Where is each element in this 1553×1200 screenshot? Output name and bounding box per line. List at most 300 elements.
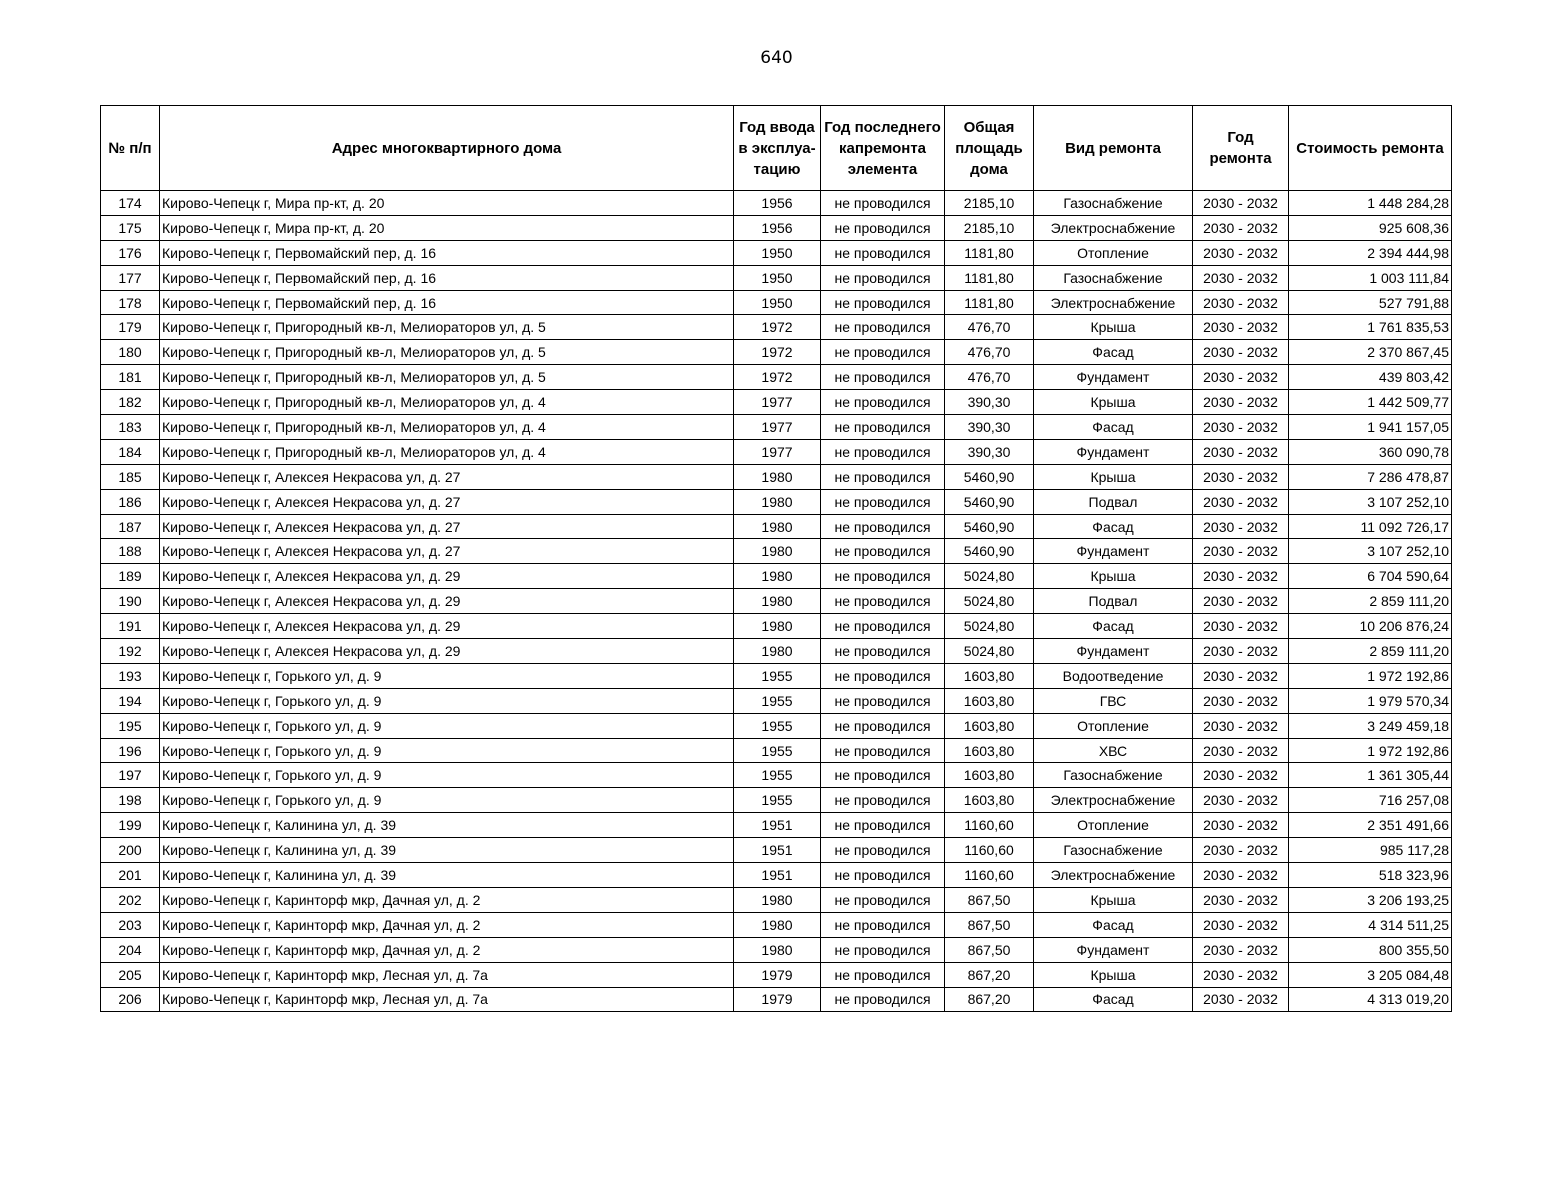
- cell-address: Кирово-Чепецк г, Алексея Некрасова ул, д. 27: [160, 489, 734, 514]
- cell-repair-period: 2030 - 2032: [1193, 539, 1289, 564]
- cell-year-built: 1972: [734, 315, 821, 340]
- cell-cost: 1 972 192,86: [1289, 663, 1452, 688]
- cell-last-repair: не проводился: [821, 887, 945, 912]
- cell-year-built: 1950: [734, 240, 821, 265]
- cell-address: Кирово-Чепецк г, Алексея Некрасова ул, д. 27: [160, 464, 734, 489]
- cell-address: Кирово-Чепецк г, Пригородный кв-л, Мелиораторов ул, д. 4: [160, 390, 734, 415]
- table-row: [101, 763, 1452, 788]
- cell-address: Кирово-Чепецк г, Пригородный кв-л, Мелиораторов ул, д. 4: [160, 439, 734, 464]
- cell-repair-period: 2030 - 2032: [1193, 937, 1289, 962]
- table-row: [101, 863, 1452, 888]
- cell-area: 476,70: [945, 340, 1034, 365]
- cell-area: 1603,80: [945, 788, 1034, 813]
- cell-num: 180: [101, 340, 160, 365]
- cell-area: 1603,80: [945, 738, 1034, 763]
- cell-cost: 1 448 284,28: [1289, 191, 1452, 216]
- cell-cost: 4 314 511,25: [1289, 912, 1452, 937]
- cell-last-repair: не проводился: [821, 663, 945, 688]
- cell-cost: 518 323,96: [1289, 863, 1452, 888]
- cell-repair-kind: Фасад: [1034, 514, 1193, 539]
- cell-year-built: 1977: [734, 439, 821, 464]
- cell-year-built: 1955: [734, 663, 821, 688]
- cell-year-built: 1977: [734, 415, 821, 440]
- cell-repair-kind: Газоснабжение: [1034, 838, 1193, 863]
- cell-num: 188: [101, 539, 160, 564]
- table-row: [101, 415, 1452, 440]
- cell-year-built: 1980: [734, 539, 821, 564]
- cell-area: 1181,80: [945, 290, 1034, 315]
- cell-num: 176: [101, 240, 160, 265]
- cell-repair-kind: Подвал: [1034, 489, 1193, 514]
- header-address: Адрес многоквартирного дома: [160, 106, 734, 191]
- table-header: [101, 106, 1452, 191]
- cell-repair-period: 2030 - 2032: [1193, 838, 1289, 863]
- cell-last-repair: не проводился: [821, 589, 945, 614]
- cell-repair-kind: Фасад: [1034, 415, 1193, 440]
- cell-year-built: 1980: [734, 614, 821, 639]
- cell-area: 5024,80: [945, 639, 1034, 664]
- table-row: [101, 688, 1452, 713]
- table-row: [101, 589, 1452, 614]
- table-row: [101, 365, 1452, 390]
- cell-repair-period: 2030 - 2032: [1193, 713, 1289, 738]
- cell-year-built: 1979: [734, 962, 821, 987]
- cell-num: 195: [101, 713, 160, 738]
- header-cost: Стоимость ремонта: [1289, 106, 1452, 191]
- cell-year-built: 1972: [734, 365, 821, 390]
- cell-last-repair: не проводился: [821, 639, 945, 664]
- cell-repair-kind: Крыша: [1034, 390, 1193, 415]
- cell-num: 205: [101, 962, 160, 987]
- cell-num: 193: [101, 663, 160, 688]
- cell-cost: 1 941 157,05: [1289, 415, 1452, 440]
- cell-last-repair: не проводился: [821, 863, 945, 888]
- cell-year-built: 1977: [734, 390, 821, 415]
- table-row: [101, 290, 1452, 315]
- cell-year-built: 1950: [734, 265, 821, 290]
- cell-repair-period: 2030 - 2032: [1193, 813, 1289, 838]
- cell-cost: 2 859 111,20: [1289, 589, 1452, 614]
- cell-repair-kind: Крыша: [1034, 315, 1193, 340]
- cell-address: Кирово-Чепецк г, Горького ул, д. 9: [160, 688, 734, 713]
- header-year-built: Год ввода в эксплуа-тацию: [734, 106, 821, 191]
- cell-address: Кирово-Чепецк г, Алексея Некрасова ул, д. 29: [160, 589, 734, 614]
- table-row: [101, 215, 1452, 240]
- cell-cost: 3 107 252,10: [1289, 539, 1452, 564]
- cell-num: 186: [101, 489, 160, 514]
- cell-num: 202: [101, 887, 160, 912]
- cell-cost: 1 972 192,86: [1289, 738, 1452, 763]
- cell-area: 5024,80: [945, 589, 1034, 614]
- cell-last-repair: не проводился: [821, 191, 945, 216]
- cell-last-repair: не проводился: [821, 912, 945, 937]
- cell-cost: 6 704 590,64: [1289, 564, 1452, 589]
- cell-repair-period: 2030 - 2032: [1193, 415, 1289, 440]
- cell-num: 174: [101, 191, 160, 216]
- table-row: [101, 788, 1452, 813]
- cell-num: 201: [101, 863, 160, 888]
- cell-year-built: 1955: [734, 713, 821, 738]
- cell-area: 867,20: [945, 987, 1034, 1012]
- cell-last-repair: не проводился: [821, 788, 945, 813]
- cell-address: Кирово-Чепецк г, Горького ул, д. 9: [160, 713, 734, 738]
- cell-address: Кирово-Чепецк г, Алексея Некрасова ул, д. 29: [160, 639, 734, 664]
- cell-last-repair: не проводился: [821, 464, 945, 489]
- cell-num: 206: [101, 987, 160, 1012]
- cell-last-repair: не проводился: [821, 763, 945, 788]
- cell-cost: 1 442 509,77: [1289, 390, 1452, 415]
- cell-repair-period: 2030 - 2032: [1193, 763, 1289, 788]
- cell-cost: 3 205 084,48: [1289, 962, 1452, 987]
- cell-area: 867,50: [945, 937, 1034, 962]
- table-row: [101, 738, 1452, 763]
- cell-num: 178: [101, 290, 160, 315]
- cell-cost: 2 370 867,45: [1289, 340, 1452, 365]
- cell-repair-kind: Крыша: [1034, 564, 1193, 589]
- cell-num: 185: [101, 464, 160, 489]
- repair-schedule-table: [100, 105, 1452, 1012]
- cell-num: 197: [101, 763, 160, 788]
- cell-address: Кирово-Чепецк г, Калинина ул, д. 39: [160, 863, 734, 888]
- cell-year-built: 1979: [734, 987, 821, 1012]
- cell-cost: 2 394 444,98: [1289, 240, 1452, 265]
- cell-year-built: 1951: [734, 863, 821, 888]
- table-row: [101, 987, 1452, 1012]
- cell-repair-kind: Газоснабжение: [1034, 265, 1193, 290]
- cell-year-built: 1980: [734, 564, 821, 589]
- cell-num: 177: [101, 265, 160, 290]
- cell-repair-period: 2030 - 2032: [1193, 589, 1289, 614]
- cell-last-repair: не проводился: [821, 265, 945, 290]
- cell-year-built: 1980: [734, 514, 821, 539]
- cell-area: 5024,80: [945, 564, 1034, 589]
- cell-address: Кирово-Чепецк г, Алексея Некрасова ул, д. 27: [160, 539, 734, 564]
- cell-repair-kind: Отопление: [1034, 813, 1193, 838]
- table-row: [101, 813, 1452, 838]
- cell-address: Кирово-Чепецк г, Мира пр-кт, д. 20: [160, 215, 734, 240]
- cell-area: 5460,90: [945, 539, 1034, 564]
- table-row: [101, 564, 1452, 589]
- header-row: [101, 106, 1452, 191]
- cell-cost: 1 979 570,34: [1289, 688, 1452, 713]
- cell-year-built: 1980: [734, 912, 821, 937]
- cell-address: Кирово-Чепецк г, Мира пр-кт, д. 20: [160, 191, 734, 216]
- cell-year-built: 1955: [734, 788, 821, 813]
- header-repair-period: Год ремонта: [1193, 106, 1289, 191]
- cell-repair-kind: Фундамент: [1034, 539, 1193, 564]
- cell-repair-kind: Фундамент: [1034, 639, 1193, 664]
- cell-repair-period: 2030 - 2032: [1193, 191, 1289, 216]
- cell-address: Кирово-Чепецк г, Алексея Некрасова ул, д. 27: [160, 514, 734, 539]
- cell-repair-period: 2030 - 2032: [1193, 788, 1289, 813]
- cell-repair-period: 2030 - 2032: [1193, 564, 1289, 589]
- cell-repair-kind: Фасад: [1034, 912, 1193, 937]
- cell-repair-kind: Фасад: [1034, 987, 1193, 1012]
- page-number: 640: [760, 48, 793, 68]
- cell-area: 390,30: [945, 415, 1034, 440]
- cell-area: 1181,80: [945, 265, 1034, 290]
- cell-area: 1603,80: [945, 713, 1034, 738]
- cell-num: 189: [101, 564, 160, 589]
- cell-year-built: 1951: [734, 813, 821, 838]
- cell-num: 199: [101, 813, 160, 838]
- cell-address: Кирово-Чепецк г, Пригородный кв-л, Мелиораторов ул, д. 5: [160, 365, 734, 390]
- cell-area: 390,30: [945, 439, 1034, 464]
- cell-repair-kind: Электроснабжение: [1034, 215, 1193, 240]
- table-row: [101, 439, 1452, 464]
- cell-cost: 3 107 252,10: [1289, 489, 1452, 514]
- cell-repair-period: 2030 - 2032: [1193, 688, 1289, 713]
- cell-cost: 2 859 111,20: [1289, 639, 1452, 664]
- cell-repair-period: 2030 - 2032: [1193, 365, 1289, 390]
- cell-repair-period: 2030 - 2032: [1193, 290, 1289, 315]
- cell-num: 194: [101, 688, 160, 713]
- table-row: [101, 539, 1452, 564]
- cell-address: Кирово-Чепецк г, Первомайский пер, д. 16: [160, 290, 734, 315]
- cell-address: Кирово-Чепецк г, Первомайский пер, д. 16: [160, 240, 734, 265]
- cell-repair-kind: Водоотведение: [1034, 663, 1193, 688]
- cell-cost: 11 092 726,17: [1289, 514, 1452, 539]
- cell-num: 183: [101, 415, 160, 440]
- table-row: [101, 340, 1452, 365]
- cell-repair-kind: Газоснабжение: [1034, 191, 1193, 216]
- cell-year-built: 1980: [734, 464, 821, 489]
- cell-cost: 360 090,78: [1289, 439, 1452, 464]
- cell-num: 196: [101, 738, 160, 763]
- cell-last-repair: не проводился: [821, 688, 945, 713]
- cell-repair-period: 2030 - 2032: [1193, 912, 1289, 937]
- cell-repair-kind: ГВС: [1034, 688, 1193, 713]
- cell-cost: 925 608,36: [1289, 215, 1452, 240]
- cell-year-built: 1980: [734, 887, 821, 912]
- cell-last-repair: не проводился: [821, 539, 945, 564]
- cell-last-repair: не проводился: [821, 838, 945, 863]
- cell-address: Кирово-Чепецк г, Алексея Некрасова ул, д. 29: [160, 614, 734, 639]
- cell-address: Кирово-Чепецк г, Пригородный кв-л, Мелиораторов ул, д. 5: [160, 315, 734, 340]
- cell-num: 190: [101, 589, 160, 614]
- cell-year-built: 1956: [734, 215, 821, 240]
- table-row: [101, 962, 1452, 987]
- cell-last-repair: не проводился: [821, 614, 945, 639]
- cell-area: 867,20: [945, 962, 1034, 987]
- cell-year-built: 1972: [734, 340, 821, 365]
- cell-year-built: 1980: [734, 489, 821, 514]
- cell-year-built: 1950: [734, 290, 821, 315]
- cell-area: 1160,60: [945, 863, 1034, 888]
- cell-last-repair: не проводился: [821, 215, 945, 240]
- header-num: № п/п: [101, 106, 160, 191]
- cell-area: 5460,90: [945, 514, 1034, 539]
- cell-repair-kind: Крыша: [1034, 464, 1193, 489]
- cell-cost: 10 206 876,24: [1289, 614, 1452, 639]
- cell-num: 191: [101, 614, 160, 639]
- header-last-repair: Год последнего капремонта элемента: [821, 106, 945, 191]
- cell-last-repair: не проводился: [821, 290, 945, 315]
- cell-area: 1160,60: [945, 838, 1034, 863]
- cell-last-repair: не проводился: [821, 439, 945, 464]
- cell-repair-period: 2030 - 2032: [1193, 738, 1289, 763]
- cell-repair-period: 2030 - 2032: [1193, 215, 1289, 240]
- cell-address: Кирово-Чепецк г, Каринторф мкр, Дачная ул, д. 2: [160, 912, 734, 937]
- cell-repair-kind: Фундамент: [1034, 439, 1193, 464]
- cell-repair-period: 2030 - 2032: [1193, 987, 1289, 1012]
- cell-repair-kind: Электроснабжение: [1034, 290, 1193, 315]
- cell-num: 198: [101, 788, 160, 813]
- cell-repair-period: 2030 - 2032: [1193, 863, 1289, 888]
- cell-area: 1603,80: [945, 663, 1034, 688]
- cell-area: 1181,80: [945, 240, 1034, 265]
- cell-repair-kind: Фундамент: [1034, 365, 1193, 390]
- cell-last-repair: не проводился: [821, 514, 945, 539]
- cell-repair-kind: Фасад: [1034, 614, 1193, 639]
- cell-address: Кирово-Чепецк г, Каринторф мкр, Дачная ул, д. 2: [160, 937, 734, 962]
- cell-cost: 1 361 305,44: [1289, 763, 1452, 788]
- cell-repair-period: 2030 - 2032: [1193, 240, 1289, 265]
- cell-repair-kind: ХВС: [1034, 738, 1193, 763]
- cell-repair-period: 2030 - 2032: [1193, 390, 1289, 415]
- cell-num: 179: [101, 315, 160, 340]
- cell-area: 5460,90: [945, 489, 1034, 514]
- cell-last-repair: не проводился: [821, 240, 945, 265]
- cell-address: Кирово-Чепецк г, Горького ул, д. 9: [160, 663, 734, 688]
- cell-area: 5024,80: [945, 614, 1034, 639]
- cell-address: Кирово-Чепецк г, Каринторф мкр, Лесная ул, д. 7а: [160, 987, 734, 1012]
- cell-area: 2185,10: [945, 215, 1034, 240]
- cell-year-built: 1955: [734, 763, 821, 788]
- cell-address: Кирово-Чепецк г, Калинина ул, д. 39: [160, 838, 734, 863]
- cell-repair-kind: Крыша: [1034, 887, 1193, 912]
- table-row: [101, 240, 1452, 265]
- cell-address: Кирово-Чепецк г, Калинина ул, д. 39: [160, 813, 734, 838]
- cell-repair-period: 2030 - 2032: [1193, 962, 1289, 987]
- cell-cost: 3 249 459,18: [1289, 713, 1452, 738]
- table-row: [101, 838, 1452, 863]
- cell-cost: 800 355,50: [1289, 937, 1452, 962]
- cell-last-repair: не проводился: [821, 564, 945, 589]
- cell-year-built: 1956: [734, 191, 821, 216]
- cell-year-built: 1955: [734, 738, 821, 763]
- cell-repair-period: 2030 - 2032: [1193, 315, 1289, 340]
- table-row: [101, 265, 1452, 290]
- cell-address: Кирово-Чепецк г, Горького ул, д. 9: [160, 763, 734, 788]
- table-row: [101, 912, 1452, 937]
- cell-year-built: 1980: [734, 639, 821, 664]
- cell-address: Кирово-Чепецк г, Горького ул, д. 9: [160, 788, 734, 813]
- cell-num: 182: [101, 390, 160, 415]
- cell-last-repair: не проводился: [821, 489, 945, 514]
- cell-last-repair: не проводился: [821, 713, 945, 738]
- cell-year-built: 1980: [734, 589, 821, 614]
- cell-repair-period: 2030 - 2032: [1193, 464, 1289, 489]
- cell-repair-period: 2030 - 2032: [1193, 639, 1289, 664]
- cell-address: Кирово-Чепецк г, Каринторф мкр, Дачная ул, д. 2: [160, 887, 734, 912]
- cell-address: Кирово-Чепецк г, Пригородный кв-л, Мелиораторов ул, д. 5: [160, 340, 734, 365]
- cell-last-repair: не проводился: [821, 937, 945, 962]
- cell-area: 1160,60: [945, 813, 1034, 838]
- cell-last-repair: не проводился: [821, 738, 945, 763]
- cell-repair-kind: Крыша: [1034, 962, 1193, 987]
- cell-cost: 527 791,88: [1289, 290, 1452, 315]
- cell-address: Кирово-Чепецк г, Первомайский пер, д. 16: [160, 265, 734, 290]
- cell-last-repair: не проводился: [821, 315, 945, 340]
- cell-cost: 1 003 111,84: [1289, 265, 1452, 290]
- cell-area: 5460,90: [945, 464, 1034, 489]
- cell-cost: 985 117,28: [1289, 838, 1452, 863]
- cell-repair-kind: Газоснабжение: [1034, 763, 1193, 788]
- cell-num: 204: [101, 937, 160, 962]
- cell-repair-period: 2030 - 2032: [1193, 614, 1289, 639]
- cell-last-repair: не проводился: [821, 987, 945, 1012]
- cell-cost: 716 257,08: [1289, 788, 1452, 813]
- table-row: [101, 514, 1452, 539]
- cell-cost: 3 206 193,25: [1289, 887, 1452, 912]
- cell-last-repair: не проводился: [821, 390, 945, 415]
- header-area: Общая площадь дома: [945, 106, 1034, 191]
- cell-num: 203: [101, 912, 160, 937]
- cell-cost: 4 313 019,20: [1289, 987, 1452, 1012]
- cell-num: 187: [101, 514, 160, 539]
- cell-repair-period: 2030 - 2032: [1193, 663, 1289, 688]
- table-row: [101, 315, 1452, 340]
- cell-last-repair: не проводился: [821, 962, 945, 987]
- table-row: [101, 489, 1452, 514]
- cell-year-built: 1980: [734, 937, 821, 962]
- cell-repair-kind: Подвал: [1034, 589, 1193, 614]
- cell-cost: 439 803,42: [1289, 365, 1452, 390]
- table-body: [101, 191, 1452, 1012]
- cell-area: 1603,80: [945, 763, 1034, 788]
- cell-area: 390,30: [945, 390, 1034, 415]
- table-row: [101, 191, 1452, 216]
- cell-repair-period: 2030 - 2032: [1193, 265, 1289, 290]
- cell-cost: 7 286 478,87: [1289, 464, 1452, 489]
- cell-area: 867,50: [945, 887, 1034, 912]
- cell-address: Кирово-Чепецк г, Горького ул, д. 9: [160, 738, 734, 763]
- table-row: [101, 713, 1452, 738]
- cell-cost: 1 761 835,53: [1289, 315, 1452, 340]
- cell-num: 181: [101, 365, 160, 390]
- cell-area: 476,70: [945, 365, 1034, 390]
- cell-repair-period: 2030 - 2032: [1193, 514, 1289, 539]
- table-row: [101, 887, 1452, 912]
- cell-repair-period: 2030 - 2032: [1193, 489, 1289, 514]
- table-row: [101, 639, 1452, 664]
- cell-repair-kind: Отопление: [1034, 713, 1193, 738]
- cell-num: 184: [101, 439, 160, 464]
- header-repair-kind: Вид ремонта: [1034, 106, 1193, 191]
- cell-area: 476,70: [945, 315, 1034, 340]
- cell-num: 200: [101, 838, 160, 863]
- cell-num: 192: [101, 639, 160, 664]
- cell-repair-period: 2030 - 2032: [1193, 887, 1289, 912]
- table-row: [101, 614, 1452, 639]
- cell-repair-period: 2030 - 2032: [1193, 439, 1289, 464]
- cell-address: Кирово-Чепецк г, Алексея Некрасова ул, д. 29: [160, 564, 734, 589]
- cell-repair-kind: Фасад: [1034, 340, 1193, 365]
- table-row: [101, 464, 1452, 489]
- cell-last-repair: не проводился: [821, 340, 945, 365]
- cell-area: 2185,10: [945, 191, 1034, 216]
- cell-year-built: 1951: [734, 838, 821, 863]
- table-row: [101, 937, 1452, 962]
- cell-address: Кирово-Чепецк г, Каринторф мкр, Лесная ул, д. 7а: [160, 962, 734, 987]
- table-row: [101, 390, 1452, 415]
- cell-area: 867,50: [945, 912, 1034, 937]
- cell-area: 1603,80: [945, 688, 1034, 713]
- cell-address: Кирово-Чепецк г, Пригородный кв-л, Мелиораторов ул, д. 4: [160, 415, 734, 440]
- cell-last-repair: не проводился: [821, 415, 945, 440]
- cell-repair-period: 2030 - 2032: [1193, 340, 1289, 365]
